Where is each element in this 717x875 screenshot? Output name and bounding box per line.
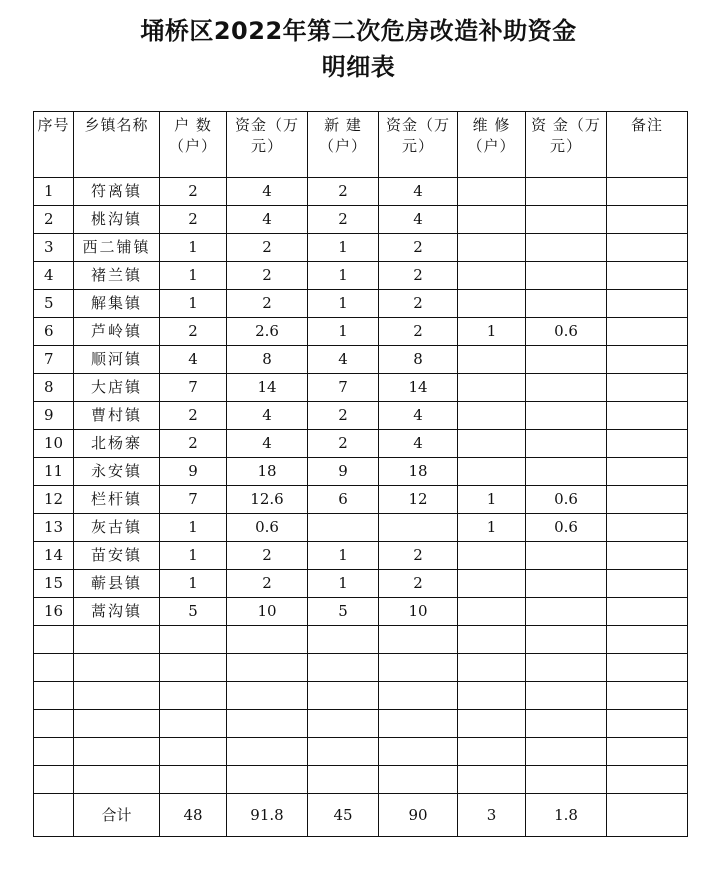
new-funds-cell: 10: [379, 598, 458, 626]
empty-seq-cell: [34, 766, 74, 794]
new-build-cell: 6: [308, 486, 379, 514]
table-row: [34, 458, 688, 486]
table-row: [34, 178, 688, 206]
repair-funds-cell: [526, 262, 607, 290]
repair-funds-cell: [526, 178, 607, 206]
remark-cell: [607, 262, 688, 290]
empty-new-funds-cell: [379, 738, 458, 766]
empty-funds-cell: [227, 654, 308, 682]
seq-cell: 5: [34, 290, 74, 318]
new-build-cell: 1: [308, 234, 379, 262]
remark-cell: [607, 206, 688, 234]
empty-new-funds-cell: [379, 654, 458, 682]
seq-cell: 2: [34, 206, 74, 234]
empty-households-cell: [160, 626, 227, 654]
seq-cell: 13: [34, 514, 74, 542]
town-cell: 顺河镇: [74, 346, 160, 374]
total-funds: 91.8: [227, 794, 308, 837]
empty-seq-cell: [34, 710, 74, 738]
empty-repair-funds-cell: [526, 682, 607, 710]
funds-cell: 4: [227, 430, 308, 458]
empty-funds-cell: [227, 626, 308, 654]
empty-town-cell: [74, 654, 160, 682]
remark-cell: [607, 234, 688, 262]
header-seq: 序号: [34, 112, 74, 178]
header-repair: 维 修（户）: [458, 112, 526, 178]
town-cell: 苗安镇: [74, 542, 160, 570]
repair-funds-cell: 0.6: [526, 486, 607, 514]
empty-town-cell: [74, 766, 160, 794]
header-funds: 资金（万元）: [227, 112, 308, 178]
total-label: 合计: [74, 794, 160, 837]
empty-households-cell: [160, 654, 227, 682]
header-repair-funds: 资 金（万元）: [526, 112, 607, 178]
remark-cell: [607, 514, 688, 542]
households-cell: 7: [160, 374, 227, 402]
empty-remark-cell: [607, 710, 688, 738]
seq-cell: 9: [34, 402, 74, 430]
remark-cell: [607, 402, 688, 430]
new-funds-cell: 4: [379, 178, 458, 206]
funds-cell: 2: [227, 570, 308, 598]
new-build-cell: 2: [308, 206, 379, 234]
empty-households-cell: [160, 710, 227, 738]
empty-seq-cell: [34, 654, 74, 682]
table-row: [34, 206, 688, 234]
households-cell: 2: [160, 318, 227, 346]
table-row: [34, 570, 688, 598]
table-row: [34, 374, 688, 402]
repair-cell: [458, 542, 526, 570]
remark-cell: [607, 374, 688, 402]
town-cell: 符离镇: [74, 178, 160, 206]
remark-cell: [607, 486, 688, 514]
empty-new-build-cell: [308, 682, 379, 710]
repair-funds-cell: [526, 598, 607, 626]
remark-cell: [607, 598, 688, 626]
town-cell: 永安镇: [74, 458, 160, 486]
new-build-cell: 1: [308, 570, 379, 598]
households-cell: 1: [160, 570, 227, 598]
town-cell: 褚兰镇: [74, 262, 160, 290]
total-repair-funds: 1.8: [526, 794, 607, 837]
header-new-build: 新 建（户）: [308, 112, 379, 178]
funds-cell: 2.6: [227, 318, 308, 346]
document-subtitle: 明细表: [321, 53, 396, 81]
funds-cell: 4: [227, 206, 308, 234]
new-funds-cell: 8: [379, 346, 458, 374]
town-cell: 大店镇: [74, 374, 160, 402]
repair-cell: 1: [458, 318, 526, 346]
header-households: 户 数（户）: [160, 112, 227, 178]
new-funds-cell: 2: [379, 570, 458, 598]
empty-repair-cell: [458, 654, 526, 682]
repair-cell: [458, 290, 526, 318]
funds-cell: 4: [227, 178, 308, 206]
header-remark: 备注: [607, 112, 688, 178]
new-build-cell: 2: [308, 402, 379, 430]
table-row: [34, 430, 688, 458]
repair-funds-cell: 0.6: [526, 514, 607, 542]
repair-cell: [458, 206, 526, 234]
town-cell: 芦岭镇: [74, 318, 160, 346]
empty-new-funds-cell: [379, 766, 458, 794]
new-build-cell: 7: [308, 374, 379, 402]
repair-cell: [458, 262, 526, 290]
empty-funds-cell: [227, 766, 308, 794]
empty-remark-cell: [607, 654, 688, 682]
town-cell: 桃沟镇: [74, 206, 160, 234]
funds-cell: 10: [227, 598, 308, 626]
repair-cell: [458, 234, 526, 262]
seq-cell: 14: [34, 542, 74, 570]
households-cell: 1: [160, 514, 227, 542]
seq-cell: 7: [34, 346, 74, 374]
remark-cell: [607, 430, 688, 458]
empty-new-funds-cell: [379, 626, 458, 654]
new-build-cell: 1: [308, 262, 379, 290]
town-cell: 蕲县镇: [74, 570, 160, 598]
empty-remark-cell: [607, 682, 688, 710]
empty-row: [34, 682, 688, 710]
total-row: [34, 794, 688, 837]
empty-town-cell: [74, 710, 160, 738]
town-cell: 栏杆镇: [74, 486, 160, 514]
total-remark: [607, 794, 688, 837]
new-funds-cell: 2: [379, 262, 458, 290]
empty-row: [34, 738, 688, 766]
remark-cell: [607, 290, 688, 318]
remark-cell: [607, 318, 688, 346]
households-cell: 1: [160, 542, 227, 570]
town-cell: 北杨寨: [74, 430, 160, 458]
total-new-funds: 90: [379, 794, 458, 837]
new-funds-cell: 18: [379, 458, 458, 486]
repair-cell: [458, 374, 526, 402]
new-build-cell: 2: [308, 430, 379, 458]
seq-cell: 8: [34, 374, 74, 402]
town-cell: 西二铺镇: [74, 234, 160, 262]
empty-repair-cell: [458, 738, 526, 766]
remark-cell: [607, 458, 688, 486]
empty-repair-funds-cell: [526, 766, 607, 794]
table-row: [34, 234, 688, 262]
seq-cell: 3: [34, 234, 74, 262]
funds-cell: 8: [227, 346, 308, 374]
table-row: [34, 598, 688, 626]
households-cell: 2: [160, 430, 227, 458]
households-cell: 1: [160, 262, 227, 290]
empty-seq-cell: [34, 738, 74, 766]
table-row: [34, 514, 688, 542]
funds-cell: 2: [227, 290, 308, 318]
repair-funds-cell: [526, 570, 607, 598]
seq-cell: 11: [34, 458, 74, 486]
empty-new-build-cell: [308, 626, 379, 654]
repair-cell: [458, 458, 526, 486]
town-cell: 曹村镇: [74, 402, 160, 430]
funds-cell: 4: [227, 402, 308, 430]
town-cell: 灰古镇: [74, 514, 160, 542]
new-funds-cell: 14: [379, 374, 458, 402]
repair-cell: [458, 570, 526, 598]
funds-cell: 2: [227, 542, 308, 570]
empty-row: [34, 654, 688, 682]
empty-remark-cell: [607, 766, 688, 794]
table-row: [34, 290, 688, 318]
empty-repair-cell: [458, 766, 526, 794]
repair-cell: [458, 346, 526, 374]
seq-cell: 16: [34, 598, 74, 626]
repair-funds-cell: [526, 346, 607, 374]
town-cell: 解集镇: [74, 290, 160, 318]
repair-cell: [458, 178, 526, 206]
new-build-cell: 1: [308, 318, 379, 346]
new-funds-cell: 12: [379, 486, 458, 514]
empty-repair-funds-cell: [526, 738, 607, 766]
empty-row: [34, 626, 688, 654]
repair-cell: 1: [458, 486, 526, 514]
new-funds-cell: [379, 514, 458, 542]
new-funds-cell: 4: [379, 206, 458, 234]
repair-funds-cell: 0.6: [526, 318, 607, 346]
new-funds-cell: 4: [379, 430, 458, 458]
empty-repair-funds-cell: [526, 710, 607, 738]
new-build-cell: 1: [308, 290, 379, 318]
table-row: [34, 486, 688, 514]
repair-cell: [458, 430, 526, 458]
table-row: [34, 346, 688, 374]
empty-new-build-cell: [308, 766, 379, 794]
households-cell: 1: [160, 234, 227, 262]
empty-row: [34, 710, 688, 738]
empty-repair-cell: [458, 626, 526, 654]
new-funds-cell: 2: [379, 290, 458, 318]
repair-funds-cell: [526, 430, 607, 458]
empty-repair-cell: [458, 710, 526, 738]
remark-cell: [607, 346, 688, 374]
seq-cell: 6: [34, 318, 74, 346]
empty-funds-cell: [227, 710, 308, 738]
empty-row: [34, 766, 688, 794]
repair-cell: 1: [458, 514, 526, 542]
total-households: 48: [160, 794, 227, 837]
empty-seq-cell: [34, 626, 74, 654]
header-new-funds: 资金（万元）: [379, 112, 458, 178]
new-build-cell: 4: [308, 346, 379, 374]
table-row: [34, 542, 688, 570]
households-cell: 7: [160, 486, 227, 514]
empty-new-build-cell: [308, 738, 379, 766]
empty-town-cell: [74, 682, 160, 710]
households-cell: 2: [160, 178, 227, 206]
seq-cell: 15: [34, 570, 74, 598]
households-cell: 5: [160, 598, 227, 626]
empty-households-cell: [160, 738, 227, 766]
empty-repair-funds-cell: [526, 626, 607, 654]
empty-new-funds-cell: [379, 710, 458, 738]
new-funds-cell: 2: [379, 234, 458, 262]
households-cell: 1: [160, 290, 227, 318]
empty-town-cell: [74, 626, 160, 654]
total-new-build: 45: [308, 794, 379, 837]
households-cell: 2: [160, 402, 227, 430]
empty-repair-cell: [458, 682, 526, 710]
seq-cell: 12: [34, 486, 74, 514]
funds-cell: 2: [227, 262, 308, 290]
repair-funds-cell: [526, 542, 607, 570]
new-build-cell: 5: [308, 598, 379, 626]
funds-cell: 0.6: [227, 514, 308, 542]
empty-households-cell: [160, 682, 227, 710]
funds-cell: 2: [227, 234, 308, 262]
town-cell: 蒿沟镇: [74, 598, 160, 626]
empty-new-build-cell: [308, 710, 379, 738]
seq-cell: 1: [34, 178, 74, 206]
subsidy-detail-table: [33, 111, 688, 837]
new-build-cell: 1: [308, 542, 379, 570]
table-row: [34, 318, 688, 346]
empty-remark-cell: [607, 738, 688, 766]
repair-funds-cell: [526, 402, 607, 430]
seq-cell: 4: [34, 262, 74, 290]
repair-funds-cell: [526, 374, 607, 402]
new-funds-cell: 2: [379, 318, 458, 346]
empty-households-cell: [160, 766, 227, 794]
table-body: [34, 178, 688, 837]
repair-funds-cell: [526, 234, 607, 262]
households-cell: 9: [160, 458, 227, 486]
funds-cell: 14: [227, 374, 308, 402]
empty-seq-cell: [34, 682, 74, 710]
repair-cell: [458, 402, 526, 430]
households-cell: 4: [160, 346, 227, 374]
empty-new-build-cell: [308, 654, 379, 682]
funds-cell: 12.6: [227, 486, 308, 514]
funds-cell: 18: [227, 458, 308, 486]
document-title: 埇桥区2022年第二次危房改造补助资金: [140, 17, 577, 45]
remark-cell: [607, 542, 688, 570]
empty-remark-cell: [607, 626, 688, 654]
repair-funds-cell: [526, 458, 607, 486]
new-build-cell: [308, 514, 379, 542]
repair-cell: [458, 598, 526, 626]
new-build-cell: 9: [308, 458, 379, 486]
table-header-row: [34, 112, 688, 178]
new-funds-cell: 4: [379, 402, 458, 430]
table-row: [34, 402, 688, 430]
seq-cell: 10: [34, 430, 74, 458]
header-town: 乡镇名称: [74, 112, 160, 178]
total-repair: 3: [458, 794, 526, 837]
new-funds-cell: 2: [379, 542, 458, 570]
total-seq-cell: [34, 794, 74, 837]
empty-funds-cell: [227, 738, 308, 766]
remark-cell: [607, 570, 688, 598]
empty-funds-cell: [227, 682, 308, 710]
empty-town-cell: [74, 738, 160, 766]
repair-funds-cell: [526, 290, 607, 318]
repair-funds-cell: [526, 206, 607, 234]
empty-new-funds-cell: [379, 682, 458, 710]
table-row: [34, 262, 688, 290]
remark-cell: [607, 178, 688, 206]
new-build-cell: 2: [308, 178, 379, 206]
empty-repair-funds-cell: [526, 654, 607, 682]
households-cell: 2: [160, 206, 227, 234]
